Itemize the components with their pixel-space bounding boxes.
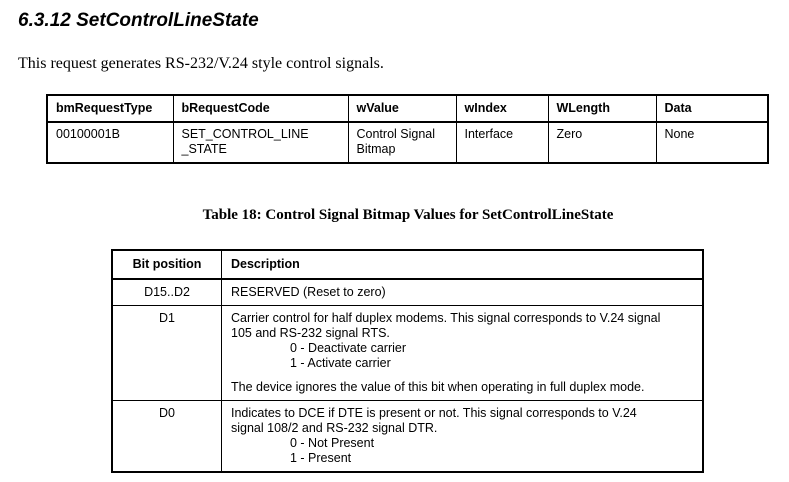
request-table-row <box>47 122 768 163</box>
request-table <box>46 94 769 164</box>
bitmap-table-header-row <box>112 250 703 279</box>
table-caption: Table 18: Control Signal Bitmap Values for SetControlLineState <box>202 207 614 223</box>
cell-wlength: Zero <box>548 122 656 163</box>
intro-paragraph: This request generates RS-232/V.24 style control signals. <box>18 55 384 72</box>
description-line: Carrier control for half duplex modems. This signal corresponds to V.24 signal <box>231 311 661 325</box>
cell-wvalue <box>348 122 456 163</box>
bitmap-table <box>111 249 704 473</box>
bit-position-cell: D0 <box>112 401 222 473</box>
cell-bmrequesttype: 00100001B <box>47 122 173 163</box>
description-note: The device ignores the value of this bit when operating in full duplex mode. <box>231 380 645 394</box>
cell-brequestcode <box>173 122 348 163</box>
bitmap-row-d1 <box>112 306 703 401</box>
header-description: Description <box>222 250 704 279</box>
bitmap-row-d0 <box>112 401 703 473</box>
request-table-header-row <box>47 95 768 122</box>
description-line: signal 108/2 and RS-232 signal DTR. <box>231 421 438 435</box>
header-bit-position: Bit position <box>112 250 222 279</box>
cell-brequestcode-line1: SET_CONTROL_LINE <box>181 127 309 141</box>
header-wvalue: wValue <box>348 95 456 122</box>
cell-data: None <box>656 122 768 163</box>
option-value: 1 - Present <box>290 451 352 465</box>
cell-brequestcode-line2: _STATE <box>181 142 227 156</box>
description-line: Indicates to DCE if DTE is present or not. This signal corresponds to V.24 <box>231 406 637 420</box>
cell-wvalue-line1: Control Signal <box>356 127 436 141</box>
bitmap-row-reserved <box>112 279 703 306</box>
section-heading: 6.3.12 SetControlLineState <box>18 10 259 31</box>
cell-windex: Interface <box>456 122 548 163</box>
header-bmrequesttype: bmRequestType <box>47 95 173 122</box>
header-windex: wIndex <box>456 95 548 122</box>
description-cell: RESERVED (Reset to zero) <box>222 279 704 306</box>
description-cell <box>222 306 704 401</box>
option-value: 0 - Not Present <box>290 436 375 450</box>
bit-position-cell: D15..D2 <box>112 279 222 306</box>
header-data: Data <box>656 95 768 122</box>
option-value: 1 - Activate carrier <box>290 356 391 370</box>
option-value: 0 - Deactivate carrier <box>290 341 407 355</box>
bit-position-cell: D1 <box>112 306 222 401</box>
description-cell <box>222 401 704 473</box>
header-brequestcode: bRequestCode <box>173 95 348 122</box>
description-line: 105 and RS-232 signal RTS. <box>231 326 390 340</box>
cell-wvalue-line2: Bitmap <box>356 142 396 156</box>
header-wlength: WLength <box>548 95 656 122</box>
